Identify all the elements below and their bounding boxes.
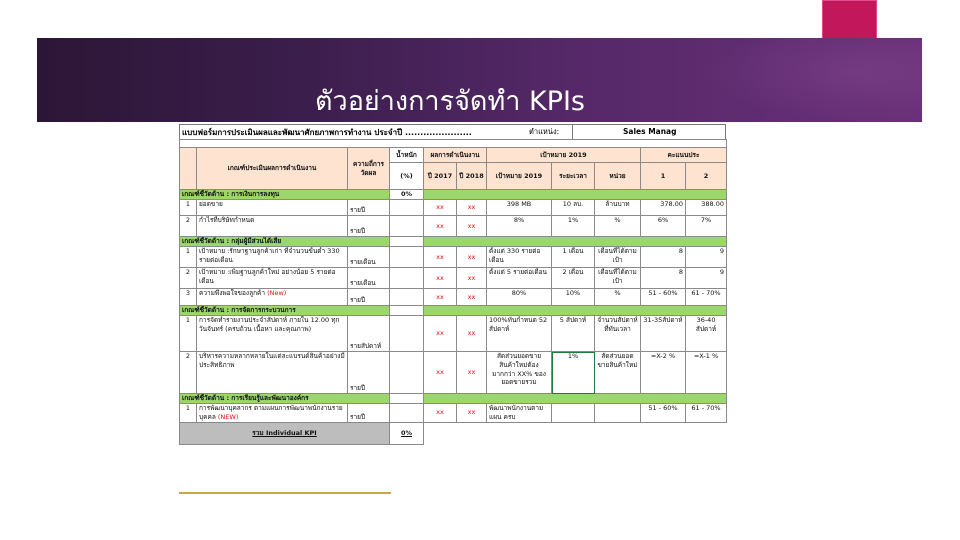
section-fill xyxy=(424,190,727,200)
form-title: แบบฟอร์มการประเมินผลและพัฒนาศักยภาพการทำงาน ประจำปี ...................... xyxy=(182,128,472,137)
row-frequency: รายเดือน xyxy=(348,247,390,268)
row-criteria xyxy=(197,316,348,352)
total-label: รวม Individual KPI xyxy=(180,422,390,444)
row-frequency: รายปี xyxy=(348,289,390,306)
row-period: 1% xyxy=(552,216,595,237)
row-2017: xx xyxy=(424,352,457,394)
kpi-row xyxy=(180,316,727,352)
section-label: เกณฑ์ชี้วัดด้าน : กลุ่มผู้มีส่วนได้เสีย xyxy=(180,237,390,247)
row-score-2: 36-40 สัปดาห์ xyxy=(686,316,727,352)
row-period: 10 ลบ. xyxy=(552,200,595,216)
kpi-row xyxy=(180,200,727,216)
row-criteria xyxy=(197,247,348,268)
section-row xyxy=(180,306,727,316)
row-score-1: 6% xyxy=(641,216,686,237)
row-frequency: รายปี xyxy=(348,404,390,423)
row-period: 2 เดือน xyxy=(552,268,595,289)
row-2018: xx xyxy=(457,289,487,306)
row-unit: % xyxy=(595,289,641,306)
row-target: 398 MB xyxy=(487,200,552,216)
row-2017: xx xyxy=(424,216,457,237)
row-frequency: รายสัปดาห์ xyxy=(348,316,390,352)
row-criteria xyxy=(197,216,348,237)
header-unit: หน่วย xyxy=(595,163,641,190)
new-badge: (NEW) xyxy=(217,412,239,421)
row-no: 2 xyxy=(180,352,197,394)
total-weight: 0% xyxy=(390,422,424,444)
section-fill xyxy=(424,306,727,316)
row-2018: xx xyxy=(457,247,487,268)
row-2018: xx xyxy=(457,352,487,394)
row-2018: xx xyxy=(457,316,487,352)
row-unit: ล้านบาท xyxy=(595,200,641,216)
header-results: ผลการดำเนินงาน xyxy=(424,148,487,163)
row-weight xyxy=(390,216,424,237)
row-criteria xyxy=(197,289,348,306)
kpi-table xyxy=(179,139,727,445)
header-weight: น้ำหนัก xyxy=(390,148,424,163)
position-value: Sales Manag xyxy=(572,125,727,139)
row-unit: จำนวนสัปดาห์ที่ทันเวลา xyxy=(595,316,641,352)
header-no xyxy=(180,148,197,190)
criteria-text: การจัดทำรายงานประจำสัปดาห์ ภายใน 12.00 ทุกวันจันทร์ (ครบถ้วน เนื้อหา และคุณภาพ) xyxy=(199,316,340,333)
row-unit: เดือนที่ได้ตามเป้า xyxy=(595,268,641,289)
row-period: 1% xyxy=(552,352,595,394)
row-2018: xx xyxy=(457,200,487,216)
kpi-row xyxy=(180,352,727,394)
section-label: เกณฑ์ชี้วัดด้าน : การเงินการลงทุน xyxy=(180,190,390,200)
kpi-row xyxy=(180,289,727,306)
row-score-1: 51 - 60% xyxy=(641,404,686,423)
section-row xyxy=(180,237,727,247)
row-criteria xyxy=(197,200,348,216)
position-label: ตำแหน่ง: xyxy=(529,127,560,136)
header-score-1: 1 xyxy=(641,163,686,190)
row-target: 80% xyxy=(487,289,552,306)
section-label: เกณฑ์ชี้วัดด้าน : การจัดการกระบวนการ xyxy=(180,306,390,316)
row-no: 1 xyxy=(180,247,197,268)
row-target: 8% xyxy=(487,216,552,237)
section-weight xyxy=(390,394,424,404)
row-target: 100%ทันกำหนด 52 สัปดาห์ xyxy=(487,316,552,352)
row-unit: เดือนที่ได้ตามเป้า xyxy=(595,247,641,268)
row-score-1: 378.00 xyxy=(641,200,686,216)
row-2017: xx xyxy=(424,289,457,306)
kpi-row xyxy=(180,247,727,268)
row-score-1: 51 - 60% xyxy=(641,289,686,306)
row-weight xyxy=(390,289,424,306)
row-2017: xx xyxy=(424,404,457,423)
row-frequency: รายปี xyxy=(348,216,390,237)
row-score-2: 61 - 70% xyxy=(686,289,727,306)
row-score-2: =X-1 % xyxy=(686,352,727,394)
row-score-2: 7% xyxy=(686,216,727,237)
row-score-2: 9 xyxy=(686,247,727,268)
row-weight xyxy=(390,200,424,216)
header-target-2019: เป้าหมาย 2019 xyxy=(487,163,552,190)
total-fill xyxy=(424,422,727,444)
row-frequency: รายเดือน xyxy=(348,268,390,289)
row-score-1: =X-2 % xyxy=(641,352,686,394)
row-target: ตั้งแต่ 5 รายต่อเดือน xyxy=(487,268,552,289)
row-2018: xx xyxy=(457,404,487,423)
row-score-1: 8 xyxy=(641,247,686,268)
criteria-text: ความพึงพอใจของลูกค้า xyxy=(199,289,265,297)
row-2018: xx xyxy=(457,216,487,237)
header-score-2: 2 xyxy=(686,163,727,190)
row-period xyxy=(552,404,595,423)
row-weight xyxy=(390,268,424,289)
row-2018: xx xyxy=(457,268,487,289)
criteria-text: ยอดขาย xyxy=(199,200,223,208)
row-score-2: 9 xyxy=(686,268,727,289)
header-y2018: ปี 2018 xyxy=(457,163,487,190)
kpi-row xyxy=(180,404,727,423)
row-target: สัดส่วนยอดขายสินค้าใหม่ต้องมากกว่า XX% ของยอดขายรวม xyxy=(487,352,552,394)
header-criteria: เกณฑ์ประเมินผลการดำเนินงาน xyxy=(197,148,348,190)
total-row xyxy=(180,422,727,444)
row-weight xyxy=(390,404,424,423)
slide-title: ตัวอย่างการจัดทำ KPIs xyxy=(315,86,585,117)
row-no: 1 xyxy=(180,404,197,423)
row-frequency: รายปี xyxy=(348,200,390,216)
criteria-text: เป้าหมาย :รักษาฐานลูกค้าเก่า ที่จำนวนขั้นต่ำ 330 รายต่อเดือน xyxy=(199,247,340,264)
row-criteria xyxy=(197,404,348,423)
criteria-text: การพัฒนาบุคลากร ตามแผนการพัฒนาพนักงานรายบุคคล xyxy=(199,404,343,421)
row-weight xyxy=(390,352,424,394)
row-weight xyxy=(390,247,424,268)
section-fill xyxy=(424,237,727,247)
row-2017: xx xyxy=(424,247,457,268)
row-period: 5 สัปดาห์ xyxy=(552,316,595,352)
header-weight-unit: (%) xyxy=(390,163,424,190)
section-weight xyxy=(390,237,424,247)
section-weight: 0% xyxy=(390,190,424,200)
criteria-text: เป้าหมาย :เพิ่มฐานลูกค้าใหม่ อย่างน้อย 5 รายต่อเดือน xyxy=(199,268,336,285)
row-frequency: รายปี xyxy=(348,352,390,394)
criteria-text: บริหารความหลากหลายในแต่ละแบรนด์สินค้าอย่างมีประสิทธิภาพ xyxy=(199,352,345,369)
row-2017: xx xyxy=(424,200,457,216)
row-period: 1 เดือน xyxy=(552,247,595,268)
row-score-2: 388.00 xyxy=(686,200,727,216)
header-y2017: ปี 2017 xyxy=(424,163,457,190)
row-score-2: 61 - 70% xyxy=(686,404,727,423)
criteria-text: กำไรที่บริษัทกำหนด xyxy=(199,216,255,224)
section-weight xyxy=(390,306,424,316)
spacer-row xyxy=(180,140,727,148)
row-period: 10% xyxy=(552,289,595,306)
kpi-row xyxy=(180,268,727,289)
row-target: พัฒนาพนักงานตามแผน ครบ xyxy=(487,404,552,423)
row-2017: xx xyxy=(424,268,457,289)
section-row xyxy=(180,394,727,404)
row-no: 3 xyxy=(180,289,197,306)
header-period: ระยะเวลา xyxy=(552,163,595,190)
section-label: เกณฑ์ชี้วัดด้าน : การเรียนรู้และพัฒนาองค์กร xyxy=(180,394,390,404)
row-no: 2 xyxy=(180,216,197,237)
row-criteria xyxy=(197,352,348,394)
row-criteria xyxy=(197,268,348,289)
row-target: ตั้งแต่ 330 รายต่อเดือน xyxy=(487,247,552,268)
row-score-1: 8 xyxy=(641,268,686,289)
row-2017: xx xyxy=(424,316,457,352)
row-unit xyxy=(595,404,641,423)
header-frequency: ความถี่การวัดผล xyxy=(348,148,390,190)
row-unit: % xyxy=(595,216,641,237)
kpi-spreadsheet xyxy=(179,124,726,445)
divider-line xyxy=(179,492,391,494)
row-no: 2 xyxy=(180,268,197,289)
header-score: คะแนนประ xyxy=(641,148,727,163)
row-weight xyxy=(390,316,424,352)
section-fill xyxy=(424,394,727,404)
form-title-row xyxy=(179,124,726,139)
header-row-1 xyxy=(180,148,727,163)
section-row xyxy=(180,190,727,200)
row-no: 1 xyxy=(180,200,197,216)
header-target-group: เป้าหมาย 2019 xyxy=(487,148,641,163)
row-unit: สัดส่วนยอดขายสินค้าใหม่ xyxy=(595,352,641,394)
row-no: 1 xyxy=(180,316,197,352)
kpi-row xyxy=(180,216,727,237)
row-score-1: 31-35สัปดาห์ xyxy=(641,316,686,352)
new-badge: (New) xyxy=(267,289,287,297)
